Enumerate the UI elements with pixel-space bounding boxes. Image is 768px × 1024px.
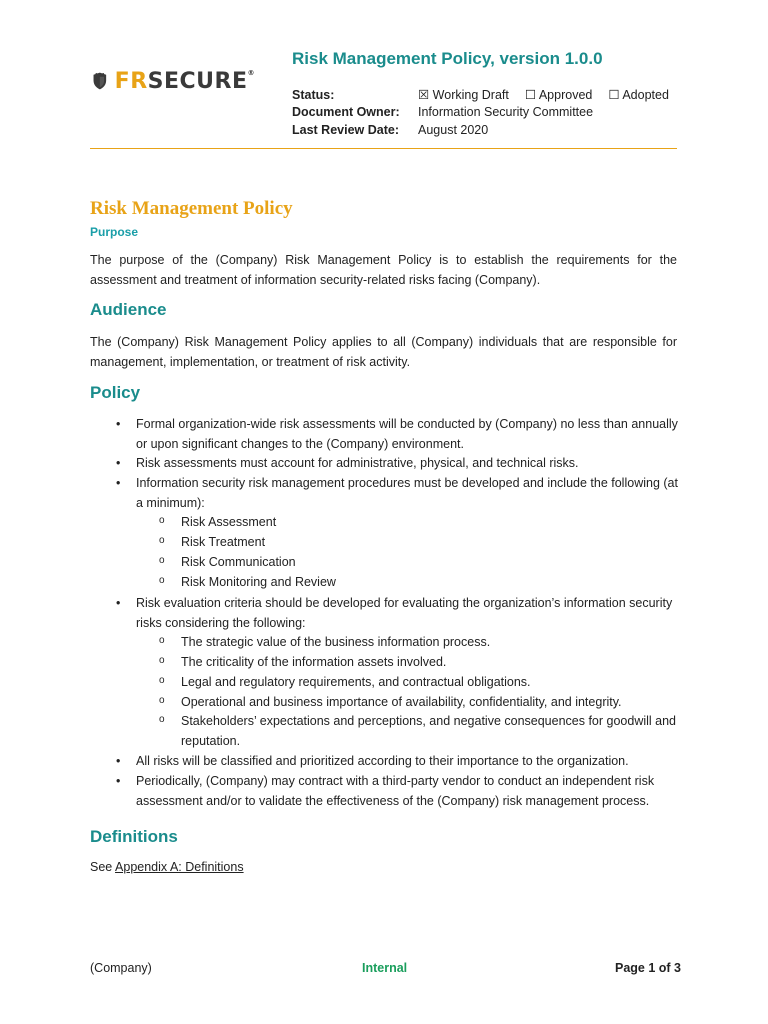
policy-bullet: • Information security risk management procedures must be developed and include the following (at a minimum): [136, 473, 681, 513]
criteria-sub-item: o Stakeholders’ expectations and perceptions, and negative consequences for goodwill and reputation. [181, 711, 681, 751]
status-row [292, 87, 685, 102]
definitions-reference [90, 860, 244, 874]
owner-value: Information Security Committee [418, 105, 594, 119]
policy-bullet: • All risks will be classified and prioritized according to their importance to the organization. [136, 751, 681, 771]
see-prefix: See [90, 860, 116, 874]
company-logo [93, 56, 255, 106]
purpose-heading: Purpose [90, 225, 139, 239]
logo-secure: SECURE [147, 68, 248, 94]
document-title: Risk Management Policy, version 1.0.0 [292, 49, 603, 68]
status-working-draft: ☒ Working Draft [418, 88, 509, 102]
footer-company: (Company) [90, 961, 152, 975]
header-divider [90, 148, 677, 149]
status-label: Status: [292, 88, 335, 102]
logo-fr: FR [114, 68, 148, 94]
procedure-sub-item: o Risk Treatment [181, 532, 681, 552]
procedure-sub-item: o Risk Monitoring and Review [181, 572, 681, 592]
policy-bullet: • Periodically, (Company) may contract with a third-party vendor to conduct an independent risk assessment and/or to validate the effectiveness of the (Company) risk management process. [136, 771, 681, 811]
criteria-sub-item: o The strategic value of the business information process. [181, 632, 681, 652]
owner-row [292, 105, 593, 119]
audience-heading: Audience [90, 300, 167, 319]
appendix-a-link[interactable]: Appendix A: Definitions [115, 860, 244, 874]
policy-bullet: • Risk assessments must account for administrative, physical, and technical risks. [136, 453, 681, 473]
criteria-sub-item: o Legal and regulatory requirements, and contractual obligations. [181, 672, 681, 692]
owner-label: Document Owner: [292, 105, 400, 119]
review-row [292, 123, 488, 137]
logo-trademark: ® [247, 68, 255, 77]
policy-heading: Policy [90, 383, 141, 402]
procedure-sub-item: o Risk Assessment [181, 512, 681, 532]
footer-page-number: Page 1 of 3 [615, 961, 681, 975]
policy-bullet: • Risk evaluation criteria should be developed for evaluating the organization’s information security risks considering the following: [136, 593, 681, 633]
criteria-sub-item: o The criticality of the information assets involved. [181, 652, 681, 672]
policy-bullet: • Formal organization-wide risk assessments will be conducted by (Company) no less than annually or upon significant changes to the (Company) environment. [136, 414, 681, 454]
footer-classification: Internal [362, 961, 408, 975]
procedure-sub-item: o Risk Communication [181, 552, 681, 572]
status-adopted: ☐ Adopted [608, 88, 669, 102]
audience-text: The (Company) Risk Management Policy applies to all (Company) individuals that are responsible for management, implementation, or treatment of risk activity. [90, 335, 677, 369]
review-value: August 2020 [418, 123, 489, 137]
purpose-text: The purpose of the (Company) Risk Management Policy is to establish the requirements for the assessment and treatment of information security-related risks facing (Company). [90, 253, 677, 287]
status-approved: ☐ Approved [524, 88, 593, 102]
definitions-heading: Definitions [90, 827, 178, 846]
policy-title: Risk Management Policy [90, 198, 293, 219]
review-label: Last Review Date: [292, 123, 399, 137]
criteria-sub-item: o Operational and business importance of availability, confidentiality, and integrity. [181, 692, 681, 712]
logo-wordmark [115, 69, 255, 94]
shield-logo-icon [93, 64, 107, 98]
